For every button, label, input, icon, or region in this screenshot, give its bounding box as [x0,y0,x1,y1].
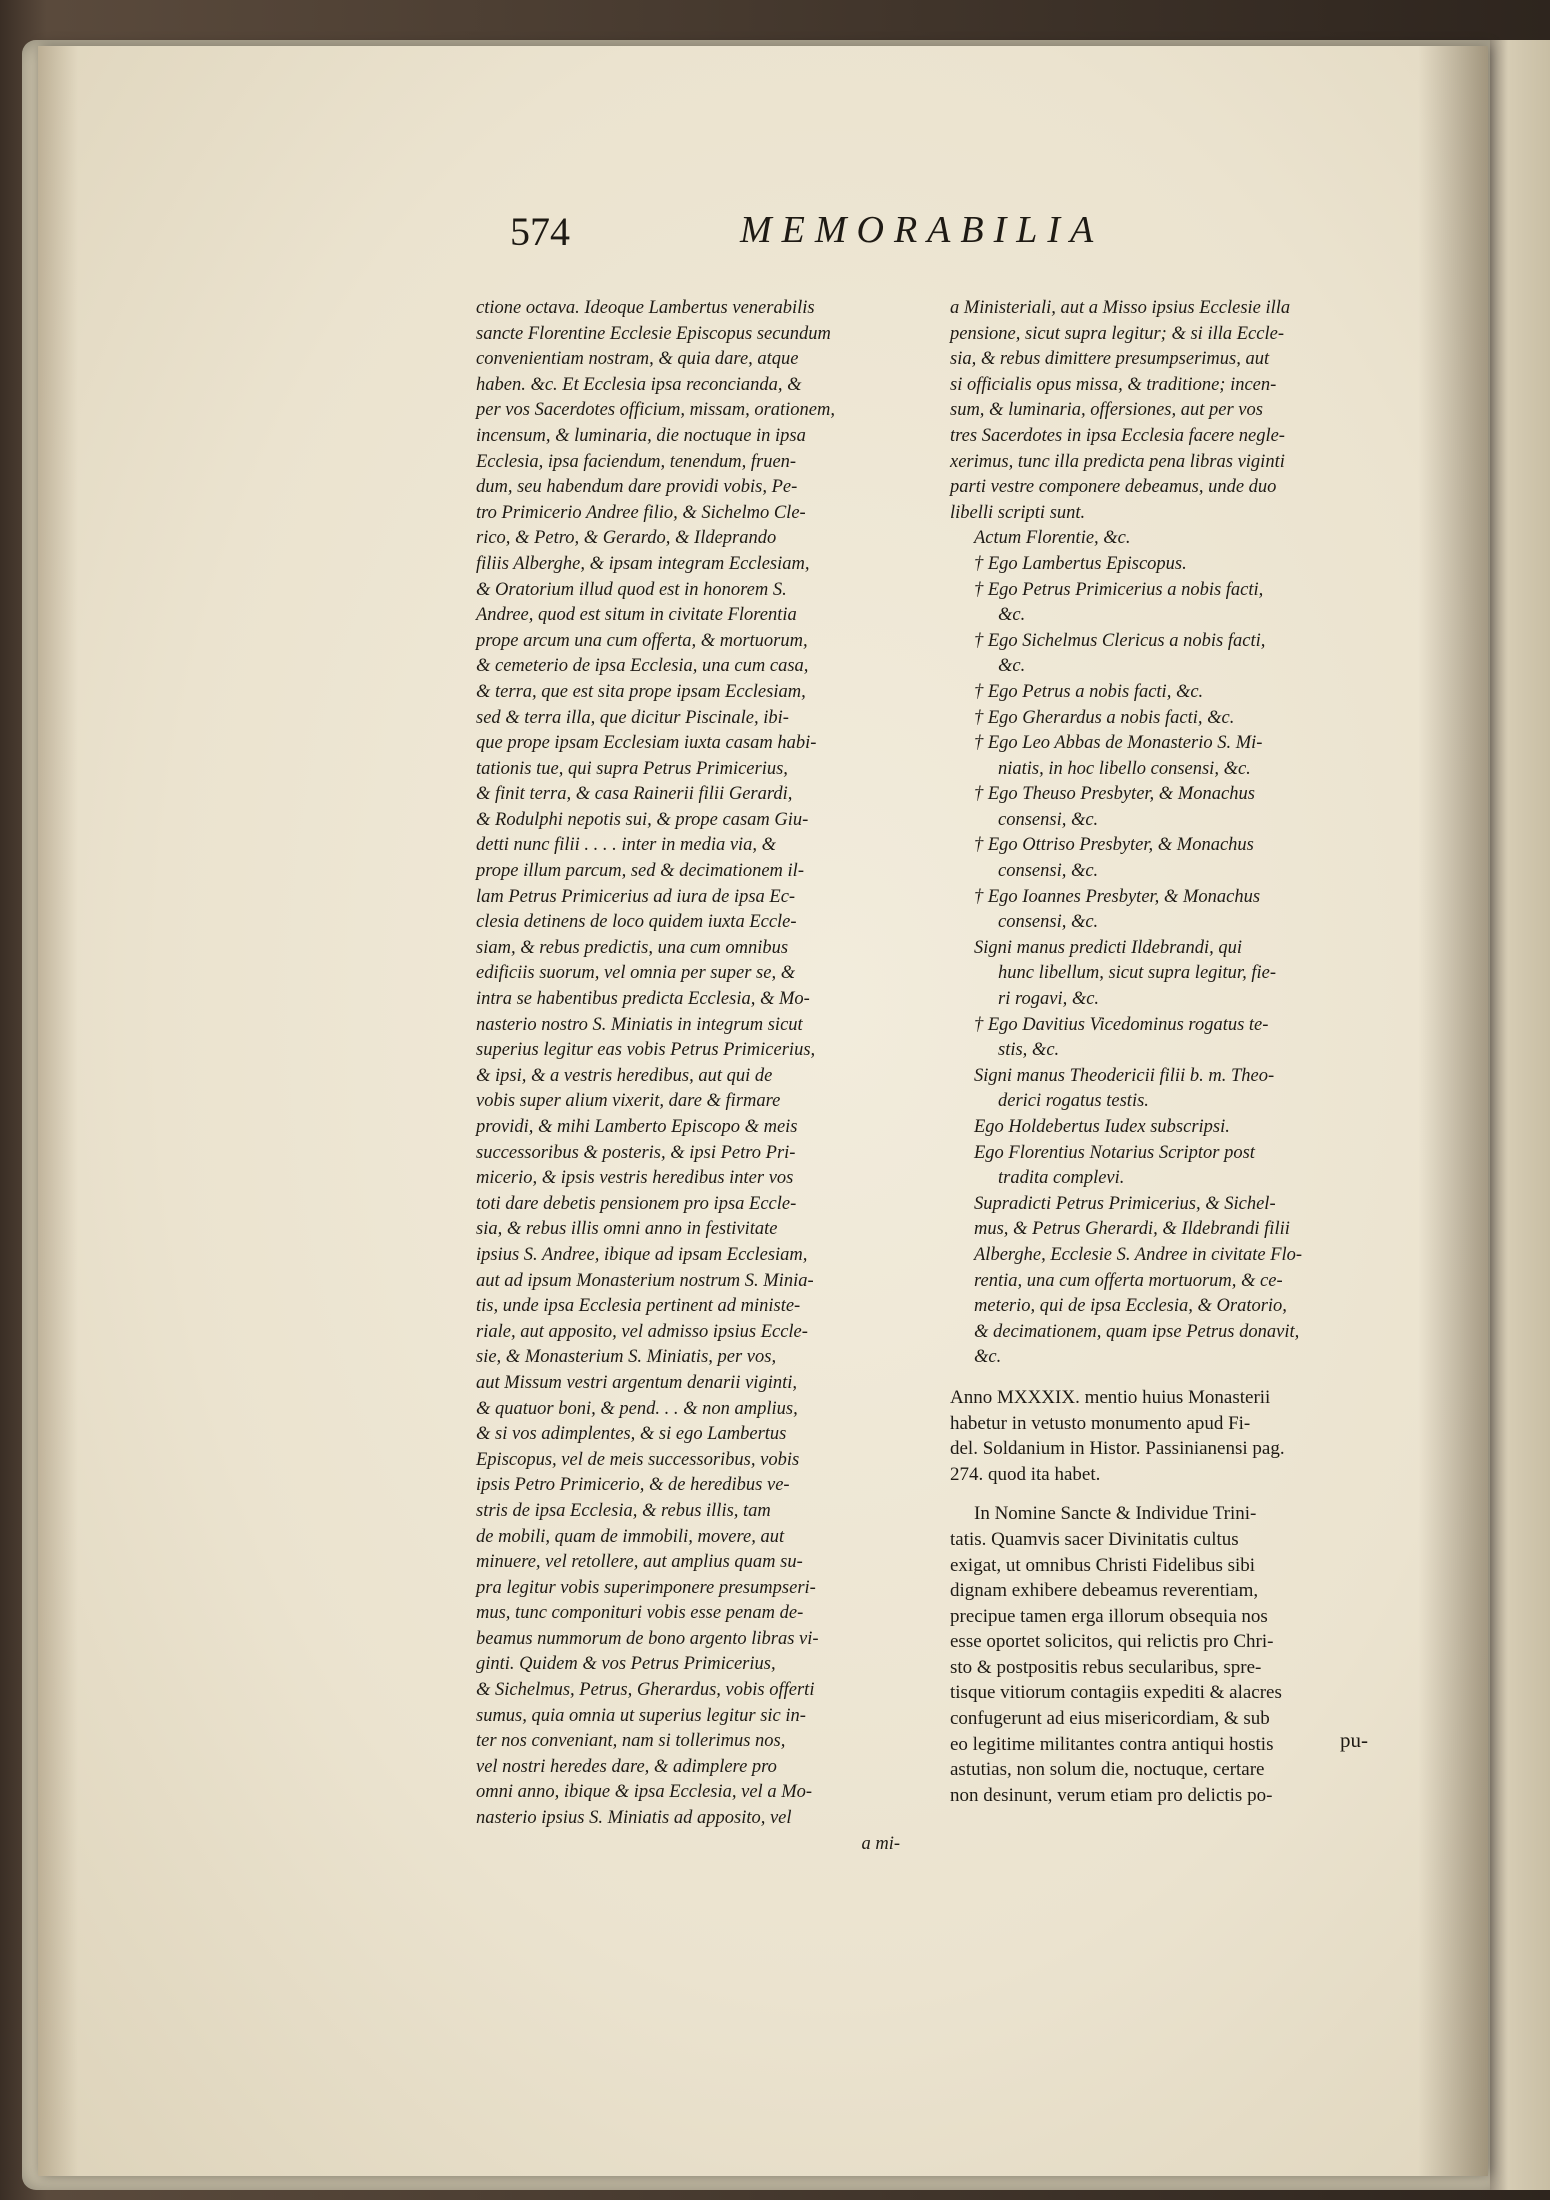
text-line: & terra, que est sita prope ipsam Ecclesiam, [476,681,806,702]
text-line: nasterio ipsius S. Miniatis ad apposito, vel [476,1808,792,1829]
text-line: In Nomine Sancte & Individue Trini- [974,1503,1257,1525]
text-line: lam Petrus Primicerius ad iura de ipsa Ec- [476,886,796,907]
text-line: habetur in vetusto monumento apud Fi- [950,1412,1251,1434]
text-line: derici rogatus testis. [998,1091,1149,1112]
text-line: toti dare debetis pensionem pro ipsa Eccle- [476,1193,797,1214]
text-line: ter nos conveniant, nam si tollerimus nos, [476,1731,786,1752]
text-line: mus, tunc componituri vobis esse penam de- [476,1603,804,1624]
text-line: pra legitur vobis superimponere presumpseri- [476,1577,816,1598]
text-line: & si vos adimplentes, & si ego Lambertus [476,1424,787,1445]
text-line: del. Soldanium in Histor. Passinianensi pag. [950,1438,1285,1460]
running-head [470,200,1170,260]
text-line: edificiis suorum, vel omnia per super se, & [476,963,796,984]
text-line: 274. quod ita habet. [950,1463,1101,1485]
text-line: ipsius S. Andree, ibique ad ipsam Ecclesiam, [476,1244,808,1265]
text-line: a Ministeriali, aut a Misso ipsius Ecclesie illa [950,298,1291,318]
text-line: de mobili, quam de immobili, movere, aut [476,1526,785,1547]
running-title: MEMORABILIA [740,209,1104,251]
paragraph-gap [950,1371,1390,1385]
text-line: beamus nummorum de bono argento libras vi- [476,1628,819,1649]
text-line: Signi manus predicti Ildebrandi, qui [974,937,1243,958]
text-line: a mi- [861,1833,900,1854]
text-line: minuere, vel retollere, aut amplius quam su- [476,1552,803,1573]
text-line: &c. [998,605,1026,626]
text-line: dignam exhibere debeamus reverentiam, [950,1580,1259,1602]
text-line: filiis Alberghe, & ipsam integram Ecclesiam, [476,553,810,574]
text-line: tisque vitiorum contagiis expediti & alacres [950,1682,1282,1704]
text-line: & quatuor boni, & pend. . . & non amplius, [476,1398,798,1419]
text-line: incensum, & luminaria, die noctuque in ipsa [476,425,806,446]
text-line: vobis super alium vixerit, dare & firmare [476,1091,781,1112]
text-line: convenientiam nostram, & quia dare, atque [476,349,799,370]
text-line: Alberghe, Ecclesie S. Andree in civitate Flo- [974,1244,1303,1265]
text-line: tradita complevi. [998,1168,1125,1189]
text-line: † Ego Ioannes Presbyter, & Monachus [974,886,1261,907]
text-line: stis, &c. [998,1040,1060,1061]
text-line: successoribus & posteris, & ipsi Petro Pri- [476,1142,796,1163]
text-line: tres Sacerdotes in ipsa Ecclesia facere negle- [950,425,1285,446]
page-edge-shade [38,46,78,2176]
text-line: hunc libellum, sicut supra legitur, fie- [998,963,1276,984]
text-line: si officialis opus missa, & traditione; incen- [950,374,1277,395]
text-line: consensi, &c. [998,912,1099,933]
text-line: sia, & rebus dimittere presumpserimus, aut [950,349,1270,370]
text-line: Episcopus, vel de meis successoribus, vobis [476,1449,800,1470]
text-line: libelli scripti sunt. [950,502,1086,523]
left-text-column [476,296,920,1857]
text-line: tatis. Quamvis sacer Divinitatis cultus [950,1528,1239,1550]
text-line: ctione octava. Ideoque Lambertus venerabilis [476,298,815,318]
text-line: astutias, non solum die, noctuque, certare [950,1759,1265,1781]
text-line: Supradicti Petrus Primicerius, & Sichel- [974,1193,1276,1214]
text-line: intra se habentibus predicta Ecclesia, & Mo- [476,989,810,1010]
text-line: sed & terra illa, que dicitur Piscinale, ibi- [476,707,789,728]
text-line: sie, & Monasterium S. Miniatis, per vos, [476,1347,777,1368]
text-line: vel nostri heredes dare, & adimplere pro [476,1756,777,1777]
catchword: pu- [1340,1728,1368,1752]
text-line: niatis, in hoc libello consensi, &c. [998,758,1251,779]
text-line: &c. [998,656,1026,677]
text-line: Ego Florentius Notarius Scriptor post [974,1142,1255,1163]
text-line: consensi, &c. [998,861,1099,882]
text-line: omni anno, ibique & ipsa Ecclesia, vel a Mo- [476,1782,813,1803]
text-line: sum, & luminaria, offersiones, aut per vos [950,400,1263,421]
text-line: † Ego Davitius Vicedominus rogatus te- [974,1014,1269,1035]
text-line: Actum Florentie, &c. [974,528,1131,549]
text-line: Ecclesia, ipsa faciendum, tenendum, fruen- [476,451,797,472]
text-line: & ipsi, & a vestris heredibus, aut qui de [476,1065,773,1086]
text-line: † Ego Leo Abbas de Monasterio S. Mi- [974,733,1263,754]
text-line: eo legitime militantes contra antiqui hostis [950,1733,1274,1755]
text-line: pensione, sicut supra legitur; & si illa Eccle- [950,323,1284,344]
text-line: & cemeterio de ipsa Ecclesia, una cum casa, [476,656,809,677]
text-line: & Oratorium illud quod est in honorem S. [476,579,787,600]
text-line: Signi manus Theodericii filii b. m. Theo- [974,1065,1275,1086]
text-line: rentia, una cum offerta mortuorum, & ce- [974,1270,1283,1291]
text-line: esse oportet solicitos, qui relictis pro Chri- [950,1631,1274,1653]
text-line: † Ego Petrus Primicerius a nobis facti, [974,579,1264,600]
text-line: parti vestre componere debeamus, unde duo [950,477,1277,498]
text-line: non desinunt, verum etiam pro delictis po- [950,1784,1273,1806]
text-line: xerimus, tunc illa predicta pena libras viginti [950,451,1285,472]
paragraph-gap [950,1487,1390,1501]
text-line: haben. &c. Et Ecclesia ipsa reconcianda, & [476,374,802,395]
text-line: sto & postpositis rebus secularibus, spre- [950,1656,1262,1678]
text-line: tro Primicerio Andree filio, & Sichelmo Cle- [476,502,806,523]
text-line: meterio, qui de ipsa Ecclesia, & Oratorio, [974,1296,1287,1317]
text-line: ri rogavi, &c. [998,989,1100,1010]
text-line: precipue tamen erga illorum obsequia nos [950,1605,1268,1627]
text-line: sancte Florentine Ecclesie Episcopus secundum [476,323,831,344]
text-line: que prope ipsam Ecclesiam iuxta casam habi- [476,733,817,754]
text-line: sia, & rebus illis omni anno in festivitate [476,1219,778,1240]
facing-page-edge [1490,40,1550,2190]
text-line: providi, & mihi Lamberto Episcopo & meis [476,1117,798,1137]
text-line: aut Missum vestri argentum denarii viginti, [476,1372,797,1393]
text-line: ipsis Petro Primicerio, & de heredibus ve- [476,1475,790,1496]
text-line: Ego Holdebertus Iudex subscripsi. [974,1117,1230,1137]
right-text-column [950,296,1390,1808]
page-number: 574 [510,209,570,254]
text-line: aut ad ipsum Monasterium nostrum S. Minia- [476,1270,814,1291]
text-line: stris de ipsa Ecclesia, & rebus illis, tam [476,1500,771,1521]
text-line: riale, aut apposito, vel admisso ipsius Eccle- [476,1321,808,1342]
text-line: tationis tue, qui supra Petrus Primicerius, [476,758,788,779]
text-line: clesia detinens de loco quidem iuxta Eccle- [476,912,797,933]
text-line: prope illum parcum, sed & decimationem il- [476,861,804,882]
text-line: &c. [974,1347,1002,1368]
text-line: confugerunt ad eius misericordiam, & sub [950,1708,1270,1730]
text-line: † Ego Gherardus a nobis facti, &c. [974,707,1235,728]
text-line: sumus, quia omnia ut superius legitur sic in- [476,1705,806,1726]
text-line: detti nunc filii . . . . inter in media via, & [476,835,777,856]
text-line: dum, seu habendum dare providi vobis, Pe- [476,477,798,498]
text-line: Andree, quod est situm in civitate Florentia [476,605,797,626]
text-line: exigat, ut omnibus Christi Fidelibus sibi [950,1554,1256,1576]
text-line: nasterio nostro S. Miniatis in integrum sicut [476,1014,803,1035]
gutter-shadow [1418,46,1488,2176]
text-line: † Ego Petrus a nobis facti, &c. [974,681,1204,702]
text-line: mus, & Petrus Gherardi, & Ildebrandi filii [974,1219,1290,1240]
text-line: tis, unde ipsa Ecclesia pertinent ad ministe- [476,1296,801,1317]
text-line: rico, & Petro, & Gerardo, & Ildeprando [476,528,777,549]
text-line: & decimationem, quam ipse Petrus donavit, [974,1321,1300,1342]
text-line: Anno MXXXIX. mentio huius Monasterii [950,1386,1271,1408]
text-line: superius legitur eas vobis Petrus Primicerius, [476,1040,816,1061]
text-line: & finit terra, & casa Rainerii filii Gerardi, [476,784,793,805]
text-line: per vos Sacerdotes officium, missam, orationem, [476,400,835,421]
text-line: † Ego Lambertus Episcopus. [974,553,1187,574]
text-line: prope arcum una cum offerta, & mortuorum, [476,630,808,651]
text-line: † Ego Theuso Presbyter, & Monachus [974,784,1255,805]
text-line: consensi, &c. [998,809,1099,830]
text-line: micerio, & ipsis vestris heredibus inter vos [476,1168,794,1189]
text-line: † Ego Sichelmus Clericus a nobis facti, [974,630,1266,651]
text-line: & Sichelmus, Petrus, Gherardus, vobis offerti [476,1680,815,1701]
text-line: & Rodulphi nepotis sui, & prope casam Giu- [476,809,809,830]
text-line: † Ego Ottriso Presbyter, & Monachus [974,835,1254,856]
text-line: ginti. Quidem & vos Petrus Primicerius, [476,1654,776,1675]
text-line: siam, & rebus predictis, una cum omnibus [476,937,789,958]
